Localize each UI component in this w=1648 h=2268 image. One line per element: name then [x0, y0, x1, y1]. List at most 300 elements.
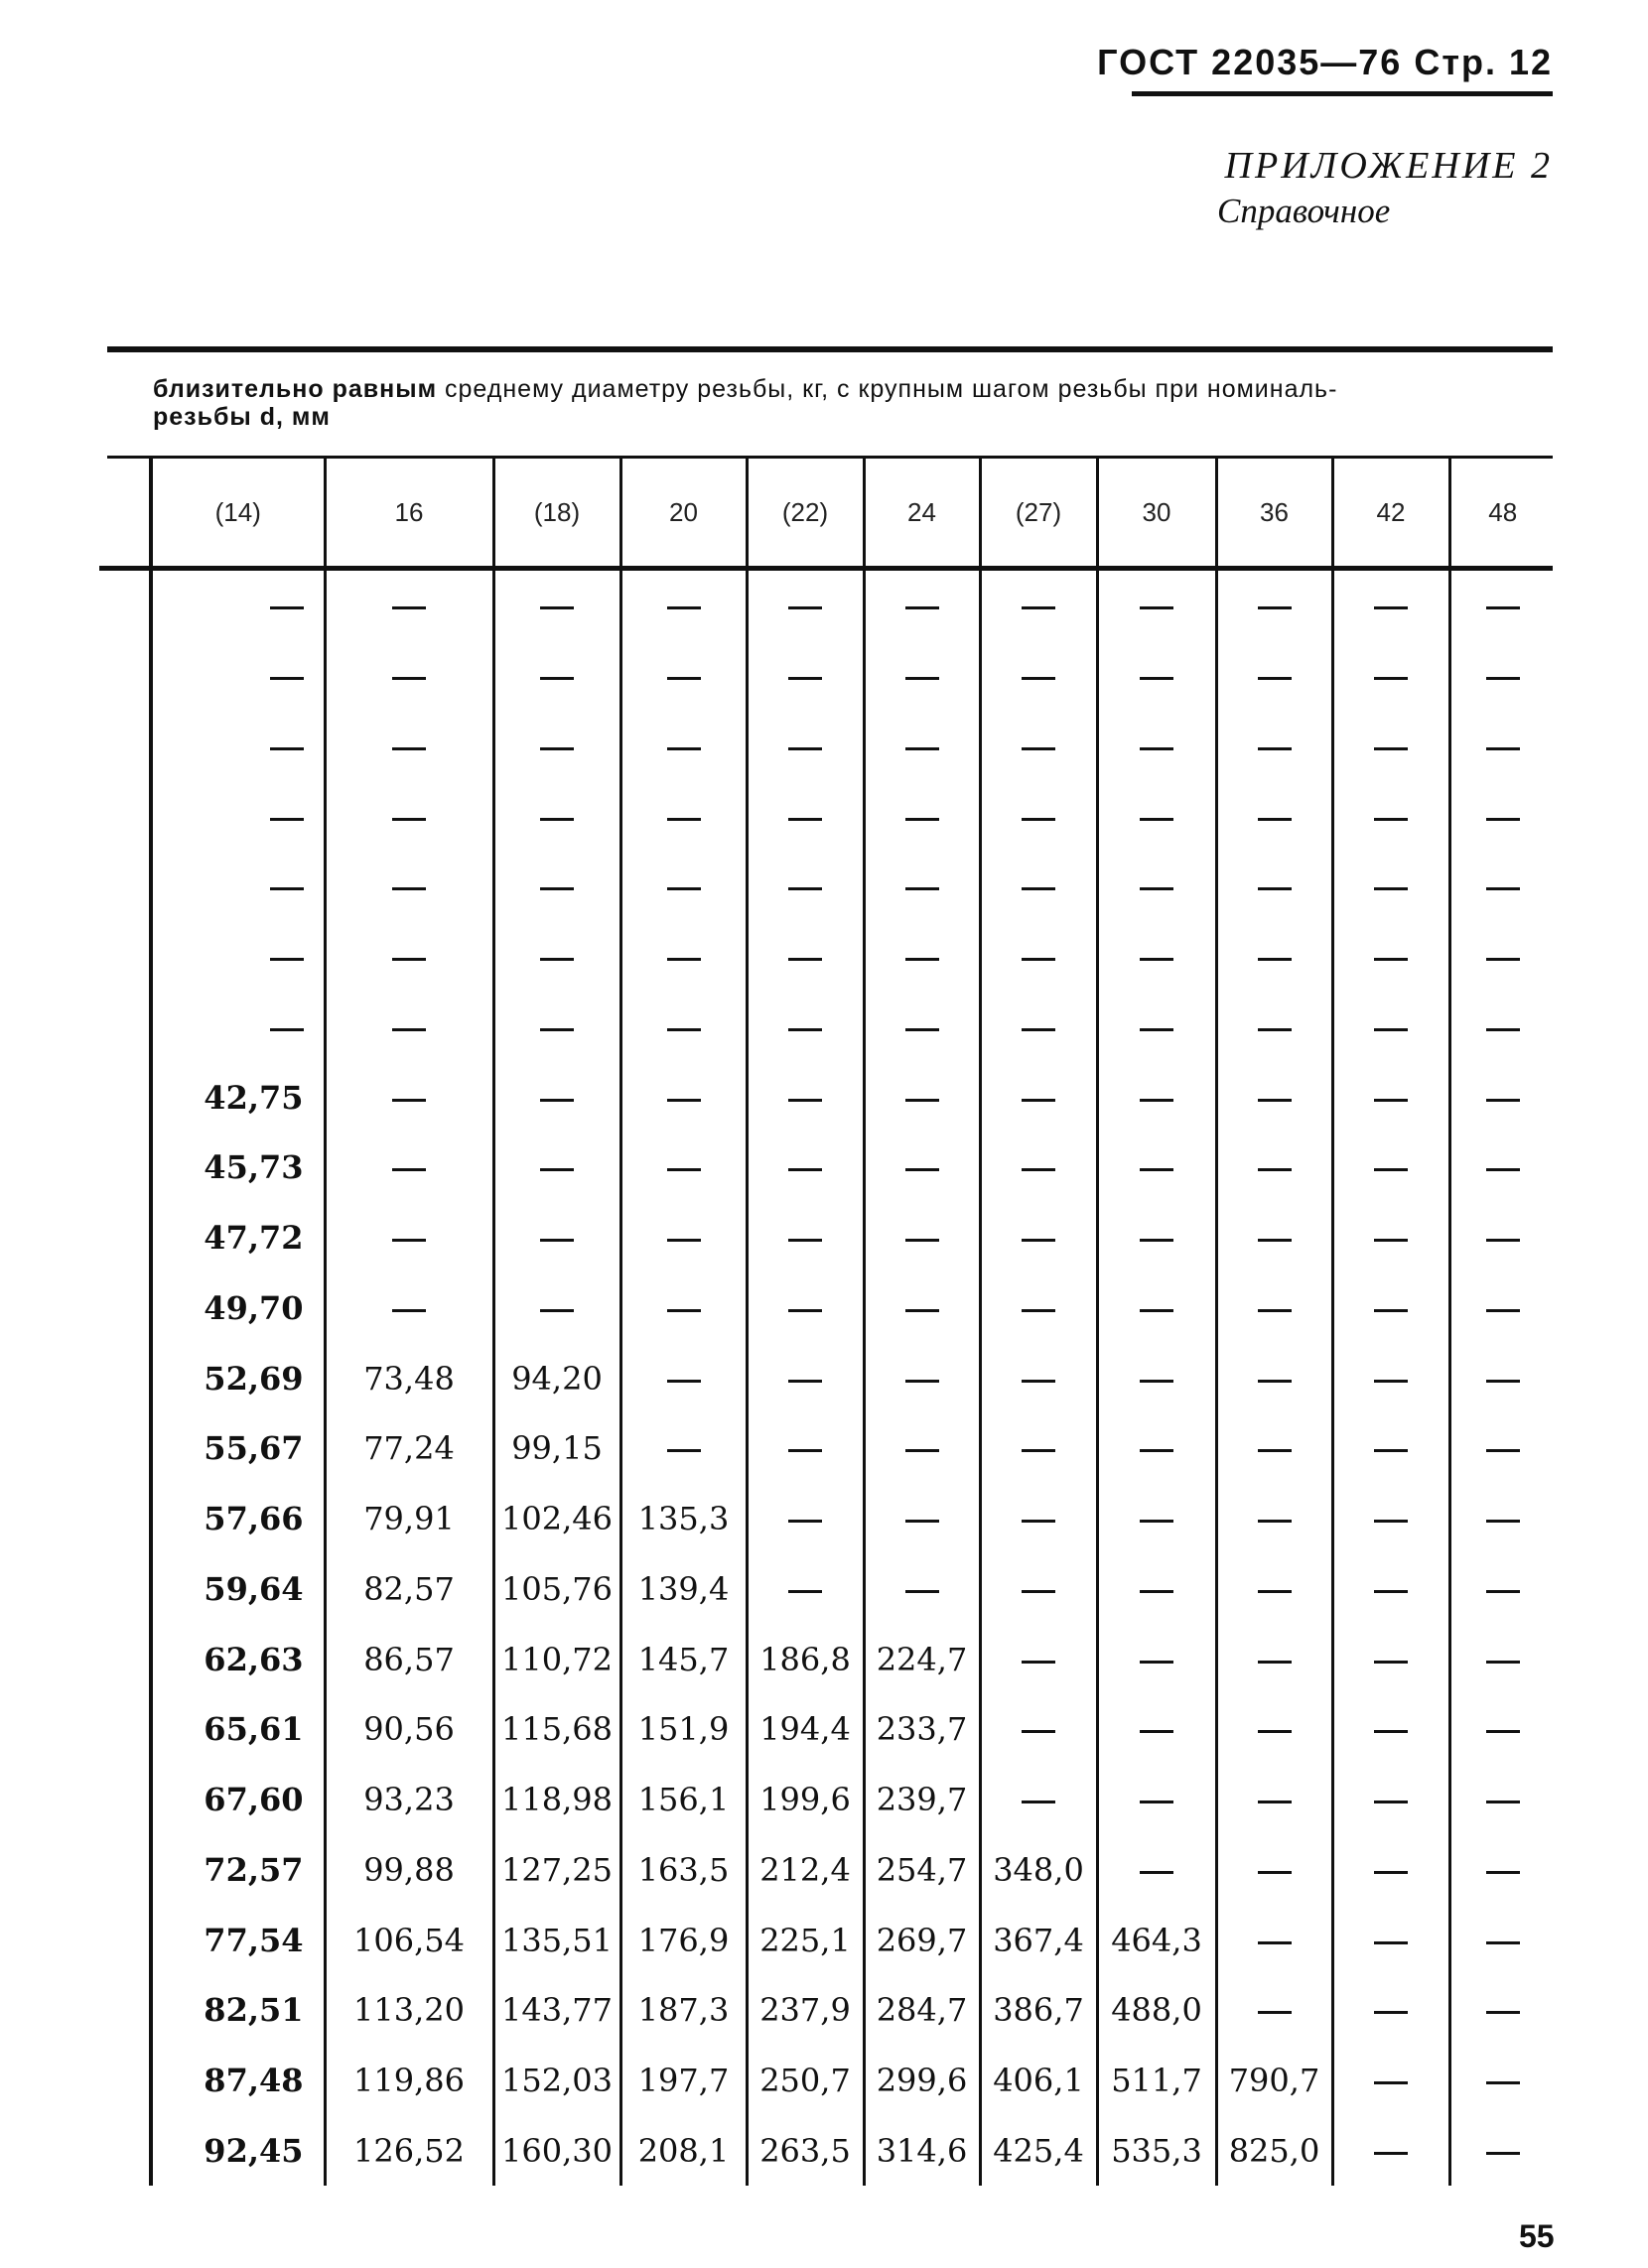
appendix-title: ПРИЛОЖЕНИЕ 2 [1224, 145, 1553, 187]
table-cell [1449, 1765, 1555, 1835]
dash-mark [667, 1449, 701, 1452]
dash-mark [1374, 958, 1408, 961]
dash-mark [540, 606, 574, 609]
column-header: 20 [620, 459, 747, 566]
dash-mark [392, 747, 426, 750]
table-cell: 135,3 [620, 1484, 747, 1554]
dash-mark [1486, 747, 1520, 750]
table-cell [1216, 641, 1332, 712]
table-cell [1332, 1413, 1449, 1484]
dash-mark [905, 1520, 939, 1523]
table-cell [1449, 1554, 1555, 1625]
dash-mark [1374, 1590, 1408, 1593]
table-cell: 367,4 [980, 1905, 1097, 1975]
table-cell [1449, 1343, 1555, 1413]
dash-mark [270, 677, 304, 680]
table-cell [1449, 1835, 1555, 1906]
table-cell [980, 852, 1097, 922]
table-cell [493, 1133, 620, 1203]
dash-mark [392, 677, 426, 680]
table-cell [493, 712, 620, 782]
table-cell: 160,30 [493, 2116, 620, 2187]
table-cell [980, 641, 1097, 712]
table-row [151, 852, 1555, 922]
dash-mark [540, 1239, 574, 1242]
table-cell: 314,6 [864, 2116, 980, 2187]
table-row [151, 1765, 1555, 1835]
table-cell [1332, 852, 1449, 922]
dash-mark [667, 818, 701, 821]
table-cell: 93,23 [325, 1765, 493, 1835]
table-row [151, 1835, 1555, 1906]
table-cell [325, 1133, 493, 1203]
table-row [151, 1133, 1555, 1203]
dash-mark [667, 747, 701, 750]
table-cell [980, 1694, 1097, 1765]
table-cell [980, 571, 1097, 641]
table-cell [620, 852, 747, 922]
table-cell: 99,15 [493, 1413, 620, 1484]
table-cell [980, 781, 1097, 852]
table-row [151, 641, 1555, 712]
dash-mark [1140, 1028, 1173, 1031]
table-cell [620, 1343, 747, 1413]
table-cell [325, 641, 493, 712]
dash-mark [1258, 1380, 1292, 1383]
table-cell [1449, 852, 1555, 922]
table-row [151, 781, 1555, 852]
table-cell [1449, 1905, 1555, 1975]
table-cell: 106,54 [325, 1905, 493, 1975]
table-cell [1097, 1343, 1216, 1413]
table-cell [747, 1273, 864, 1344]
table-cell [493, 1203, 620, 1273]
dash-mark [392, 1168, 426, 1171]
table-cell [864, 1273, 980, 1344]
dash-mark [540, 818, 574, 821]
dash-mark [788, 1028, 822, 1031]
table-cell [620, 1062, 747, 1133]
table-cell [620, 712, 747, 782]
dash-mark [1486, 2081, 1520, 2084]
table-cell [1097, 1133, 1216, 1203]
dash-mark [1486, 1168, 1520, 1171]
column-header: 48 [1449, 459, 1555, 566]
dash-mark [667, 1239, 701, 1242]
dash-mark [1486, 1449, 1520, 1452]
table-cell: 386,7 [980, 1975, 1097, 2046]
table-cell [1216, 712, 1332, 782]
table-cell [1097, 641, 1216, 712]
dash-mark [1022, 1380, 1055, 1383]
table-cell [1449, 781, 1555, 852]
table-cell [864, 1413, 980, 1484]
appendix-subtitle: Справочное [1217, 192, 1391, 230]
dash-mark [1140, 1099, 1173, 1102]
dash-mark [1022, 887, 1055, 890]
table-cell [151, 712, 325, 782]
dash-mark [1486, 1099, 1520, 1102]
dash-mark [788, 1168, 822, 1171]
table-cell: 115,68 [493, 1694, 620, 1765]
dash-mark [1140, 606, 1173, 609]
table-cell: 825,0 [1216, 2116, 1332, 2187]
table-cell: 237,9 [747, 1975, 864, 2046]
table-cell: 284,7 [864, 1975, 980, 2046]
dash-mark [1140, 1520, 1173, 1523]
table-cell [864, 1133, 980, 1203]
table-cell [980, 1203, 1097, 1273]
table-row [151, 1062, 1555, 1133]
table-cell [1449, 571, 1555, 641]
table-cell [980, 1765, 1097, 1835]
table-cell [1332, 922, 1449, 993]
dash-mark [1258, 747, 1292, 750]
dash-mark [1486, 1380, 1520, 1383]
dash-mark [1374, 1168, 1408, 1171]
dash-mark [270, 958, 304, 961]
table-cell: 406,1 [980, 2046, 1097, 2116]
table-cell [151, 852, 325, 922]
table-row [151, 2116, 1555, 2187]
dash-mark [1374, 677, 1408, 680]
table-cell: 79,91 [325, 1484, 493, 1554]
dash-mark [1022, 1099, 1055, 1102]
dash-mark [667, 1099, 701, 1102]
dash-mark [667, 887, 701, 890]
table-cell: 82,51 [151, 1975, 325, 2046]
table-cell [864, 571, 980, 641]
dash-mark [392, 818, 426, 821]
table-cell [325, 993, 493, 1063]
table-cell [1332, 712, 1449, 782]
dash-mark [1486, 1239, 1520, 1242]
table-cell [1449, 1484, 1555, 1554]
dash-mark [1486, 1028, 1520, 1031]
table-cell [747, 1554, 864, 1625]
dash-mark [270, 606, 304, 609]
table-cell: 299,6 [864, 2046, 980, 2116]
column-header: (22) [747, 459, 864, 566]
dash-mark [905, 1099, 939, 1102]
dash-mark [905, 1168, 939, 1171]
table-cell [1216, 1484, 1332, 1554]
column-header: (27) [980, 459, 1097, 566]
dash-mark [667, 958, 701, 961]
table-cell [493, 1062, 620, 1133]
table-cell [493, 781, 620, 852]
dash-mark [1486, 1520, 1520, 1523]
dash-mark [540, 1309, 574, 1312]
table-cell: 67,60 [151, 1765, 325, 1835]
table-cell: 73,48 [325, 1343, 493, 1413]
table-cell [325, 1062, 493, 1133]
table-cell [493, 993, 620, 1063]
dash-mark [667, 1309, 701, 1312]
table-cell: 126,52 [325, 2116, 493, 2187]
dash-mark [1374, 1380, 1408, 1383]
table-cell [980, 1343, 1097, 1413]
table-cell [747, 712, 864, 782]
dash-mark [905, 677, 939, 680]
table-cell: 47,72 [151, 1203, 325, 1273]
table-cell: 239,7 [864, 1765, 980, 1835]
table-cell [493, 922, 620, 993]
table-cell [1097, 1554, 1216, 1625]
table-cell [1332, 1133, 1449, 1203]
table-cell [1216, 1905, 1332, 1975]
table-cell [1449, 1062, 1555, 1133]
dash-mark [1140, 677, 1173, 680]
table-cell [1332, 1484, 1449, 1554]
table-cell [1216, 1343, 1332, 1413]
dash-mark [905, 818, 939, 821]
table-cell: 77,24 [325, 1413, 493, 1484]
dash-mark [1258, 1309, 1292, 1312]
table-cell [1332, 1624, 1449, 1694]
table-cell [1449, 1975, 1555, 2046]
table-cell: 86,57 [325, 1624, 493, 1694]
table-cell [1097, 852, 1216, 922]
table-cell: 92,45 [151, 2116, 325, 2187]
dash-mark [905, 747, 939, 750]
table-cell [1332, 2046, 1449, 2116]
dash-mark [1374, 1449, 1408, 1452]
dash-mark [1022, 1661, 1055, 1664]
dash-mark [788, 1099, 822, 1102]
column-header: 16 [325, 459, 493, 566]
dash-mark [667, 1168, 701, 1171]
table-cell: 145,7 [620, 1624, 747, 1694]
table-cell [747, 641, 864, 712]
dash-mark [905, 1239, 939, 1242]
table-cell: 52,69 [151, 1343, 325, 1413]
table-cell [151, 993, 325, 1063]
table-cell [1097, 1203, 1216, 1273]
table-cell: 790,7 [1216, 2046, 1332, 2116]
table-cell [1216, 1554, 1332, 1625]
table-row [151, 1694, 1555, 1765]
table-cell: 187,3 [620, 1975, 747, 2046]
table-cell [1332, 571, 1449, 641]
dash-mark [1258, 887, 1292, 890]
table-cell: 212,4 [747, 1835, 864, 1906]
dash-mark [1486, 1941, 1520, 1944]
dash-mark [1140, 1168, 1173, 1171]
table-cell [747, 993, 864, 1063]
table-cell [1216, 1975, 1332, 2046]
dash-mark [1022, 818, 1055, 821]
table-cell: 197,7 [620, 2046, 747, 2116]
table-cell [325, 1203, 493, 1273]
table-cell [1449, 1273, 1555, 1344]
table-cell [864, 1484, 980, 1554]
table-row [151, 1905, 1555, 1975]
dash-mark [1486, 1309, 1520, 1312]
table-cell: 72,57 [151, 1835, 325, 1906]
table-cell [864, 1203, 980, 1273]
table-cell: 139,4 [620, 1554, 747, 1625]
dash-mark [540, 1099, 574, 1102]
table-cell: 65,61 [151, 1694, 325, 1765]
dash-mark [1140, 1730, 1173, 1733]
table-row [151, 571, 1555, 641]
dash-mark [392, 1309, 426, 1312]
table-cell: 151,9 [620, 1694, 747, 1765]
dash-mark [788, 887, 822, 890]
table-cell [1216, 1694, 1332, 1765]
table-row [151, 1975, 1555, 2046]
dash-mark [1258, 2011, 1292, 2014]
table-row [151, 1273, 1555, 1344]
table-row [151, 1343, 1555, 1413]
column-header: 30 [1097, 459, 1216, 566]
dash-mark [667, 1380, 701, 1383]
dash-mark [540, 958, 574, 961]
dash-mark [1258, 1801, 1292, 1803]
table-cell [620, 993, 747, 1063]
table-row [151, 993, 1555, 1063]
header-underline [1132, 91, 1553, 96]
dash-mark [1022, 1168, 1055, 1171]
table-cell [151, 571, 325, 641]
dash-mark [1140, 1239, 1173, 1242]
table-cell [747, 781, 864, 852]
dash-mark [1140, 1801, 1173, 1803]
column-header: 36 [1216, 459, 1332, 566]
table-cell: 225,1 [747, 1905, 864, 1975]
dash-mark [1374, 1661, 1408, 1664]
dash-mark [392, 1099, 426, 1102]
table-cell [1449, 641, 1555, 712]
dash-mark [788, 1380, 822, 1383]
dash-mark [540, 887, 574, 890]
dash-mark [1140, 1590, 1173, 1593]
table-cell [1449, 1133, 1555, 1203]
table-cell [325, 1273, 493, 1344]
table-cell: 87,48 [151, 2046, 325, 2116]
table-cell: 156,1 [620, 1765, 747, 1835]
table-cell [864, 712, 980, 782]
dash-mark [1258, 1871, 1292, 1874]
table-cell [620, 1413, 747, 1484]
dash-mark [392, 606, 426, 609]
dash-mark [1258, 1449, 1292, 1452]
table-cell [747, 1203, 864, 1273]
table-cell: 254,7 [864, 1835, 980, 1906]
table-cell [325, 571, 493, 641]
dash-mark [788, 1590, 822, 1593]
table-cell: 102,46 [493, 1484, 620, 1554]
table-cell [1216, 922, 1332, 993]
table-cell [864, 993, 980, 1063]
dash-mark [1022, 1590, 1055, 1593]
table-cell: 119,86 [325, 2046, 493, 2116]
dash-mark [905, 1309, 939, 1312]
table-cell: 199,6 [747, 1765, 864, 1835]
table-row [151, 1413, 1555, 1484]
dash-mark [1374, 1871, 1408, 1874]
table-cell: 176,9 [620, 1905, 747, 1975]
table-cell [1216, 571, 1332, 641]
table-cell [1332, 1062, 1449, 1133]
table-cell [493, 641, 620, 712]
column-header-table [149, 459, 1555, 566]
table-cell [493, 1273, 620, 1344]
table-cell: 250,7 [747, 2046, 864, 2116]
table-cell: 82,57 [325, 1554, 493, 1625]
table-cell [325, 781, 493, 852]
table-cell [620, 1273, 747, 1344]
table-cell: 113,20 [325, 1975, 493, 2046]
dash-mark [905, 1590, 939, 1593]
column-header: 42 [1332, 459, 1449, 566]
dash-mark [1022, 1309, 1055, 1312]
dash-mark [1258, 677, 1292, 680]
dash-mark [788, 1449, 822, 1452]
dash-mark [1374, 747, 1408, 750]
table-cell [1216, 1273, 1332, 1344]
dash-mark [1022, 1028, 1055, 1031]
table-cell [1216, 1133, 1332, 1203]
table-cell [1216, 1203, 1332, 1273]
dash-mark [1486, 2011, 1520, 2014]
dash-mark [1022, 747, 1055, 750]
table-cell [1216, 993, 1332, 1063]
dash-mark [1374, 887, 1408, 890]
table-cell: 488,0 [1097, 1975, 1216, 2046]
table-cell: 59,64 [151, 1554, 325, 1625]
table-cell [1216, 852, 1332, 922]
table-cell [747, 1062, 864, 1133]
table-cell [864, 922, 980, 993]
table-cell [1097, 1062, 1216, 1133]
table-cell: 135,51 [493, 1905, 620, 1975]
table-cell: 348,0 [980, 1835, 1097, 1906]
table-cell [325, 712, 493, 782]
table-cell [980, 1413, 1097, 1484]
table-cell [1332, 1554, 1449, 1625]
dash-mark [788, 747, 822, 750]
table-cell [1332, 1203, 1449, 1273]
table-cell [1332, 1765, 1449, 1835]
table-cell [1449, 1413, 1555, 1484]
table-cell [864, 1554, 980, 1625]
table-row [151, 1624, 1555, 1694]
table-cell [864, 781, 980, 852]
page-number: 55 [1519, 2218, 1555, 2254]
dash-mark [1140, 1661, 1173, 1664]
dash-mark [1486, 887, 1520, 890]
dash-mark [1486, 1590, 1520, 1593]
table-cell: 99,88 [325, 1835, 493, 1906]
table-cell: 208,1 [620, 2116, 747, 2187]
dash-mark [1258, 1028, 1292, 1031]
table-cell: 194,4 [747, 1694, 864, 1765]
dash-mark [1374, 1309, 1408, 1312]
caption-text: среднему диаметру резьбы, кг, с крупным шагом резьбы при номиналь- [437, 375, 1338, 403]
table-row [151, 1554, 1555, 1625]
table-cell: 94,20 [493, 1343, 620, 1413]
table-cell: 77,54 [151, 1905, 325, 1975]
table-row [151, 1484, 1555, 1554]
table-cell [980, 1273, 1097, 1344]
dash-mark [1374, 2081, 1408, 2084]
table-cell [325, 852, 493, 922]
table-cell: 127,25 [493, 1835, 620, 1906]
dash-mark [1258, 1520, 1292, 1523]
table-cell: 263,5 [747, 2116, 864, 2187]
